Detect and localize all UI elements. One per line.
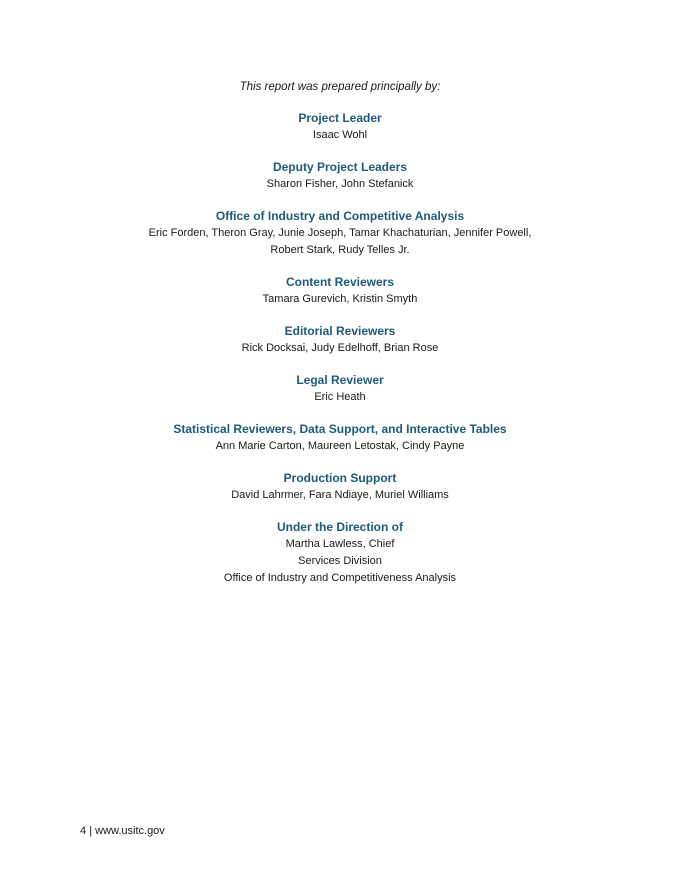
section-names: Rick Docksai, Judy Edelhoff, Brian Rose bbox=[241, 342, 439, 354]
section-names: Office of Industry and Competitiveness Analysis bbox=[223, 572, 457, 584]
section-deputy-project-leaders bbox=[0, 159, 680, 193]
section-names: Eric Heath bbox=[314, 391, 366, 403]
section-production-support bbox=[0, 470, 680, 504]
section-names: Tamara Gurevich, Kristin Smyth bbox=[262, 293, 418, 305]
footer-separator: | bbox=[89, 825, 93, 837]
section-names: Ann Marie Carton, Maureen Letostak, Cindy Payne bbox=[215, 440, 465, 452]
section-project-leader bbox=[0, 110, 680, 144]
section-names: Eric Forden, Theron Gray, Junie Joseph, Tamar Khachaturian, Jennifer Powell, bbox=[148, 227, 532, 239]
section-heading: Production Support bbox=[283, 471, 397, 485]
section-names: Isaac Wohl bbox=[312, 129, 368, 141]
section-names: Sharon Fisher, John Stefanick bbox=[266, 178, 414, 190]
section-heading: Deputy Project Leaders bbox=[272, 160, 408, 174]
section-heading: Content Reviewers bbox=[285, 275, 395, 289]
page-number: 4 bbox=[80, 825, 87, 837]
section-legal-reviewer bbox=[0, 372, 680, 406]
intro-text: This report was prepared principally by: bbox=[239, 81, 441, 93]
footer-website-link[interactable]: www.usitc.gov bbox=[95, 825, 165, 837]
section-content-reviewers bbox=[0, 274, 680, 308]
section-heading: Statistical Reviewers, Data Support, and Interactive Tables bbox=[173, 422, 507, 436]
section-names: Robert Stark, Rudy Telles Jr. bbox=[270, 244, 410, 256]
page-footer bbox=[80, 823, 165, 839]
section-editorial-reviewers bbox=[0, 323, 680, 357]
section-heading: Project Leader bbox=[298, 111, 382, 125]
section-office-of-industry bbox=[0, 208, 680, 259]
section-heading: Editorial Reviewers bbox=[284, 324, 396, 338]
section-under-direction bbox=[0, 519, 680, 587]
section-names: David Lahrmer, Fara Ndiaye, Muriel Williams bbox=[231, 489, 449, 501]
section-names: Services Division bbox=[298, 555, 382, 567]
section-statistical-reviewers bbox=[0, 421, 680, 455]
section-heading: Office of Industry and Competitive Analysis bbox=[215, 209, 465, 223]
section-heading: Under the Direction of bbox=[276, 520, 403, 534]
section-names: Martha Lawless, Chief bbox=[285, 538, 395, 550]
section-heading: Legal Reviewer bbox=[296, 373, 384, 387]
credits-page bbox=[0, 79, 680, 602]
